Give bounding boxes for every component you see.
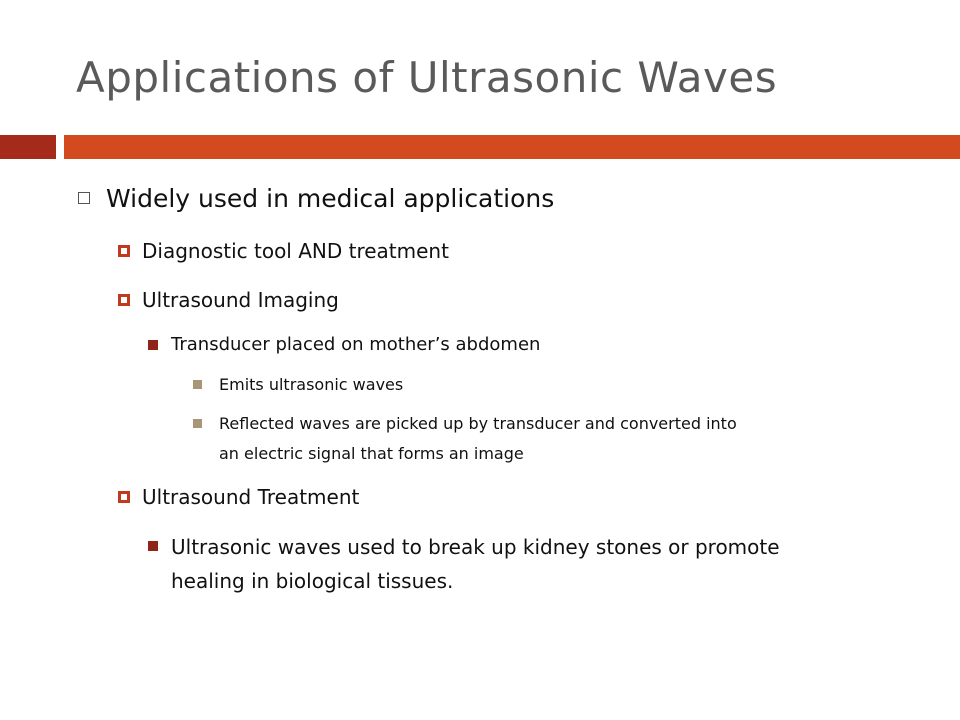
bullet-level-3-line-2: healing in biological tissues. — [171, 569, 454, 593]
slide-title: Applications of Ultrasonic Waves — [76, 53, 778, 102]
solid-square-bullet-icon — [148, 340, 158, 350]
small-square-bullet-icon — [193, 380, 202, 389]
bullet-level-2: Ultrasound Imaging — [142, 288, 339, 312]
small-square-bullet-icon — [193, 419, 202, 428]
bullet-level-4-line-2: an electric signal that forms an image — [219, 444, 524, 463]
hollow-square-bullet-icon — [78, 192, 90, 204]
framed-square-bullet-icon — [118, 294, 130, 306]
bullet-level-2: Diagnostic tool AND treatment — [142, 239, 449, 263]
bullet-level-4: Emits ultrasonic waves — [219, 375, 404, 394]
bullet-level-2: Ultrasound Treatment — [142, 485, 360, 509]
bullet-level-3-line-1: Ultrasonic waves used to break up kidney stones or promote — [171, 535, 780, 559]
solid-square-bullet-icon — [148, 541, 158, 551]
framed-square-bullet-icon — [118, 491, 130, 503]
bullet-level-3: Transducer placed on mother’s abdomen — [171, 334, 541, 355]
bullet-level-4-line-1: Reflected waves are picked up by transducer and converted into — [219, 414, 737, 433]
framed-square-bullet-icon — [118, 245, 130, 257]
bullet-level-1: Widely used in medical applications — [106, 184, 555, 213]
